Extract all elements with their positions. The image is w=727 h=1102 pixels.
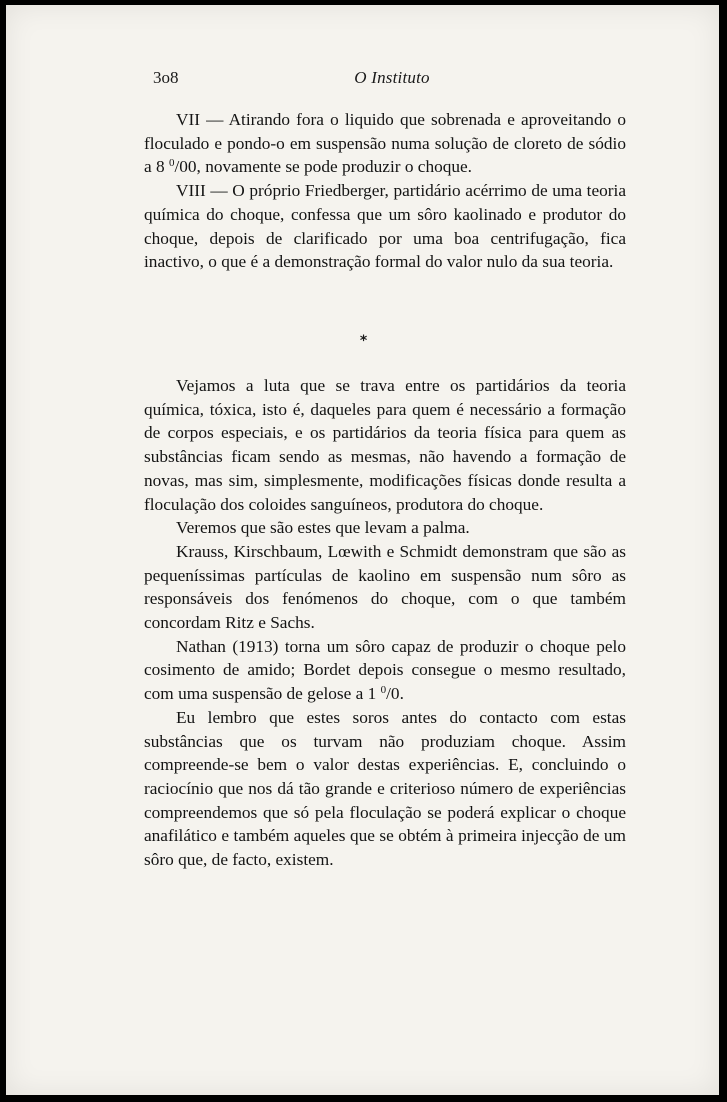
paragraph-viii: VIII — O próprio Friedberger, partidário acérrimo de uma teoria química do choque, confessa que um sôro kaolinado e produtor do choque, depois de clarificado por uma boa centrifugação, fica inactivo, o que é a demonstração formal do valor nulo da sua teoria. — [144, 181, 626, 272]
per-mille-fraction — [169, 157, 197, 176]
per-mille-superscript: 0 — [168, 157, 175, 170]
text-block-bottom — [144, 374, 626, 872]
paragraph-nathan-ending: . — [399, 684, 404, 704]
paragraph-krauss: Krauss, Kirschbaum, Lœwith e Schmidt demonstram que são as pequeníssimas partículas de kaolino em suspensão num sôro as responsáveis dos fenómenos do choque, com o que também concordam Ritz e Sachs. — [144, 541, 626, 633]
paragraph-palma: Veremos que são estes que levam a palma. — [176, 518, 470, 538]
percent-denominator: /0 — [386, 684, 400, 704]
page-number: 3o8 — [153, 68, 179, 87]
running-title: O Instituto — [354, 68, 430, 87]
paragraph-vii — [144, 108, 626, 179]
paragraph-theories: Vejamos a luta que se trava entre os partidários da teoria química, tóxica, isto é, daqueles para quem é necessário a formação de corpos especiais, e os partidários da teoria física para quem as substâncias ficam sendo as mesmas, não havendo a formação de novas, mas sim, simplesmente, modificações físicas donde resulta a floculação dos coloides sanguíneos, produtora do choque. — [144, 376, 626, 514]
text-block-top — [144, 108, 626, 274]
percent-superscript: 0 — [380, 684, 387, 697]
paragraph-nathan — [144, 635, 626, 706]
per-mille-denominator: /00 — [174, 157, 197, 177]
paragraph-conclusion: Eu lembro que estes soros antes do contacto com estas substâncias que os turvam não produziam choque. Assim compreende-se bem o valor destas experiências. E, concluindo o raciocínio que nos dá tão grande e criterioso número de experiências compreendemos que só pela floculação se poderá explicar o choque anafilático e também aqueles que se obtém à primeira injecção de um sôro que, de facto, existem. — [144, 707, 626, 870]
page-header — [153, 68, 631, 92]
section-separator-asterisk: * — [359, 333, 368, 349]
paragraph-vii-text: VII — Atirando fora o liquido que sobrenada e aproveitando o floculado e pondo-o em suspensão numa solução de cloreto de sódio a 8 — [144, 110, 626, 177]
percent-fraction — [381, 684, 400, 703]
paragraph-vii-ending: , novamente se pode produzir o choque. — [196, 157, 473, 177]
paragraph-nathan-text: Nathan (1913) torna um sôro capaz de produzir o choque pelo cosimento de amido; Bordet depois consegue o mesmo resultado, com uma suspensão de gelose a 1 — [144, 636, 626, 704]
